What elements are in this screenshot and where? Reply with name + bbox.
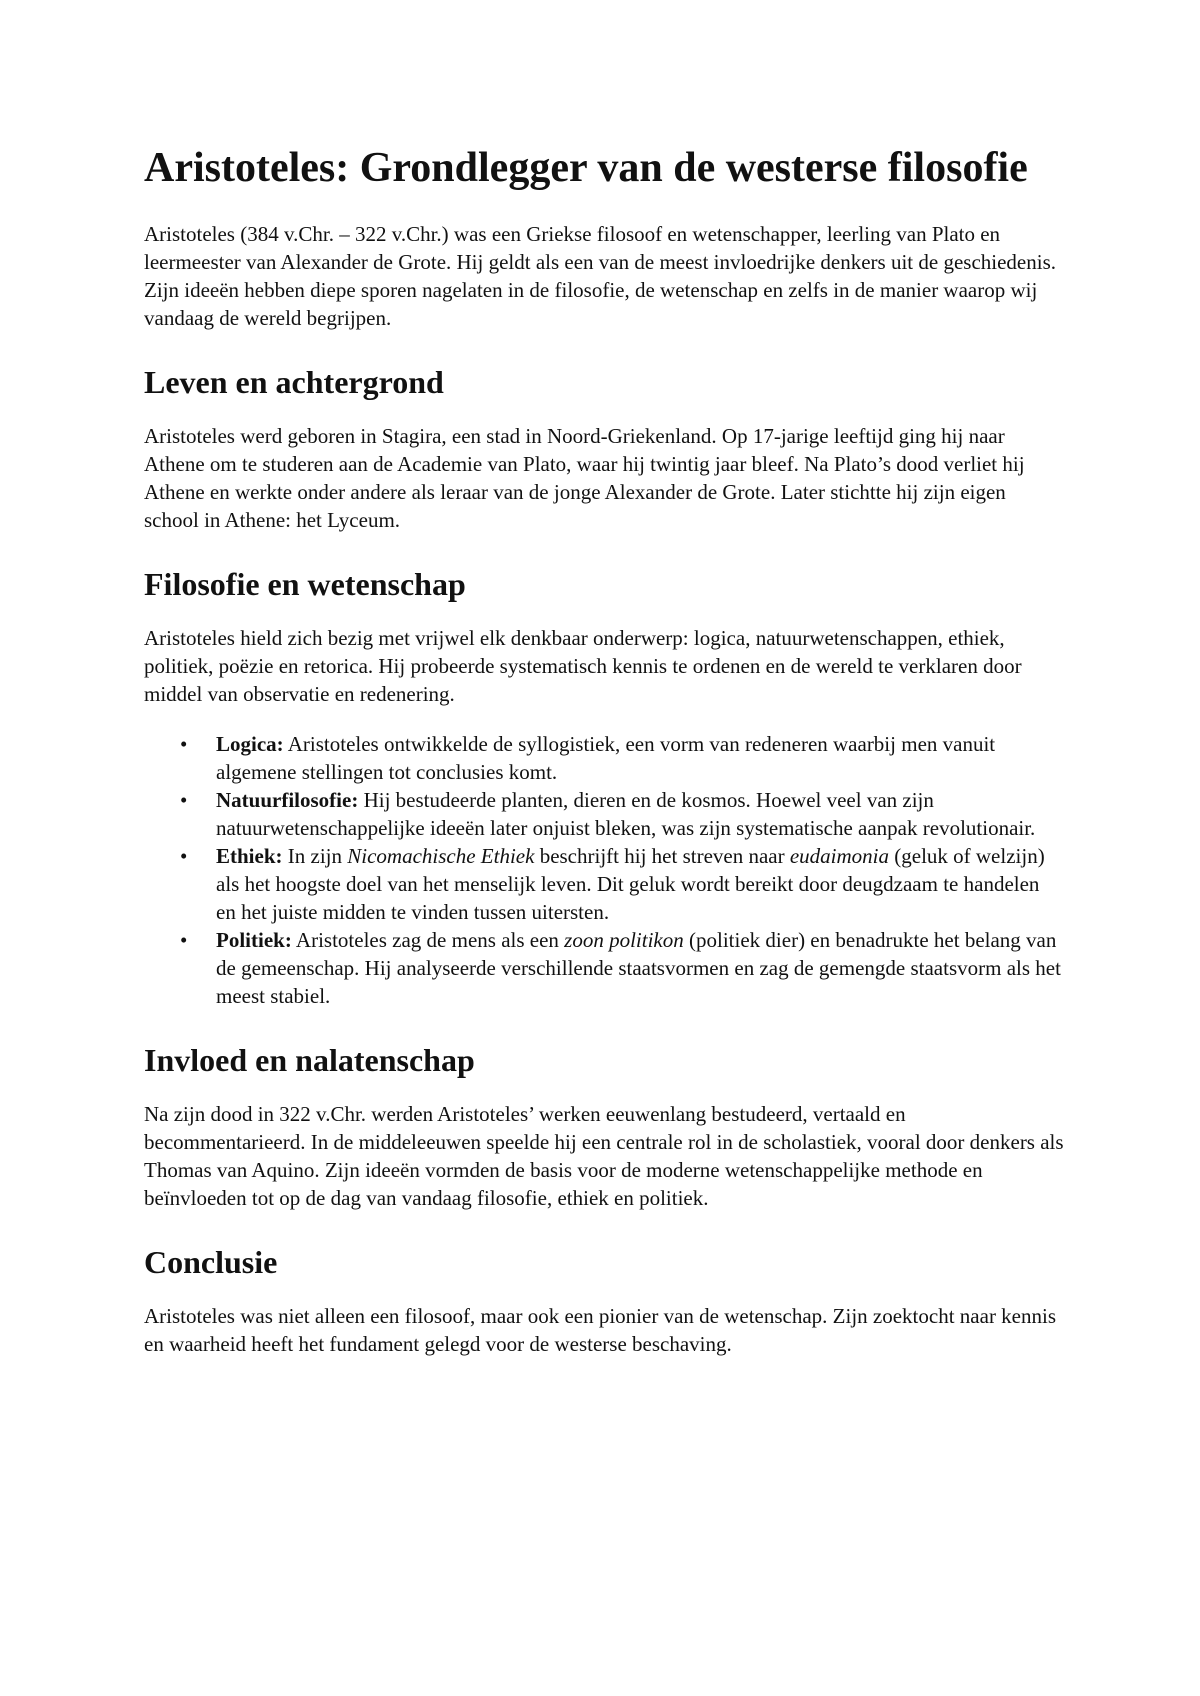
filosofie-bullet-list: [144, 730, 1064, 1010]
list-item-term: Ethiek:: [216, 844, 283, 868]
section-heading-filosofie: Filosofie en wetenschap: [144, 566, 466, 602]
bullet-icon: •: [180, 732, 188, 756]
bullet-icon: •: [180, 788, 188, 812]
document-title: Aristoteles: Grondlegger van de westerse filosofie: [144, 145, 1028, 191]
list-item-term: Politiek:: [216, 928, 292, 952]
section-paragraph-leven: Aristoteles werd geboren in Stagira, een stad in Noord-Griekenland. Op 17-jarige leeftijd ging hij naar Athene om te studeren aan de Academie van Plato, waar hij twintig jaar bleef. Na Plato’s dood verliet hij Athene en werkte onder andere als leraar van de jonge Alexander de Grote. Later stichtte hij zijn eigen school in Athene: het Lyceum.: [144, 424, 1025, 532]
list-item-ethiek: [180, 842, 1064, 926]
bullet-icon: •: [180, 844, 188, 868]
list-item-natuurfilosofie: [180, 786, 1064, 842]
list-item-politiek: [180, 926, 1064, 1010]
section-heading-leven: Leven en achtergrond: [144, 364, 444, 400]
list-item-text: In zijn: [282, 844, 348, 868]
section-paragraph-invloed: Na zijn dood in 322 v.Chr. werden Aristoteles’ werken eeuwenlang bestudeerd, vertaald en becommentarieerd. In de middeleeuwen speelde hij een centrale rol in de scholastiek, vooral door denkers als Thomas van Aquino. Zijn ideeën vormden de basis voor de moderne wetenschappelijke methode en beïnvloeden tot op de dag van vandaag filosofie, ethiek en politiek.: [144, 1102, 1064, 1210]
section-paragraph-conclusie: Aristoteles was niet alleen een filosoof, maar ook een pionier van de wetenschap. Zijn zoektocht naar kennis en waarheid heeft het fundament gelegd voor de westerse beschaving.: [144, 1304, 1057, 1356]
list-item-logica: [180, 730, 1064, 786]
intro-paragraph: Aristoteles (384 v.Chr. – 322 v.Chr.) was een Griekse filosoof en wetenschapper, leerling van Plato en leermeester van Alexander de Grote. Hij geldt als een van de meest invloedrijke denkers uit de geschiedenis. Zijn ideeën hebben diepe sporen nagelaten in de filosofie, de wetenschap en zelfs in de manier waarop wij vandaag de wereld begrijpen.: [144, 222, 1057, 330]
greek-term: eudaimonia: [789, 844, 889, 868]
list-item-text: (politiek dier) en benadrukte het belang van de gemeenschap. Hij analyseerde verschillende staatsvormen en zag de gemengde staatsvorm als het meest stabiel.: [216, 928, 1061, 1008]
list-item-text: Aristoteles ontwikkelde de syllogistiek, een vorm van redeneren waarbij men vanuit algemene stellingen tot conclusies komt.: [216, 732, 996, 784]
book-title: Nicomachische Ethiek: [347, 844, 535, 868]
list-item-text: beschrijft hij het streven naar: [534, 844, 790, 868]
list-item-text: (geluk of welzijn) als het hoogste doel van het menselijk leven. Dit geluk wordt bereikt door deugdzaam te handelen en het juiste midden te vinden tussen uitersten.: [216, 844, 1045, 924]
bullet-icon: •: [180, 928, 188, 952]
list-item-text: Aristoteles zag de mens als een: [291, 928, 565, 952]
section-heading-conclusie: Conclusie: [144, 1244, 278, 1280]
list-item-text: Hij bestudeerde planten, dieren en de kosmos. Hoewel veel van zijn natuurwetenschappelijke ideeën later onjuist bleken, was zijn systematische aanpak revolutionair.: [216, 788, 1036, 840]
document-page: [144, 140, 1064, 1358]
greek-term: zoon politikon: [564, 928, 684, 952]
section-heading-invloed: Invloed en nalatenschap: [144, 1042, 475, 1078]
list-item-term: Logica:: [216, 732, 284, 756]
section-paragraph-filosofie: Aristoteles hield zich bezig met vrijwel elk denkbaar onderwerp: logica, natuurwetenschappen, ethiek, politiek, poëzie en retorica. Hij probeerde systematisch kennis te ordenen en de wereld te verklaren door middel van observatie en redenering.: [144, 626, 1022, 706]
list-item-term: Natuurfilosofie:: [216, 788, 359, 812]
